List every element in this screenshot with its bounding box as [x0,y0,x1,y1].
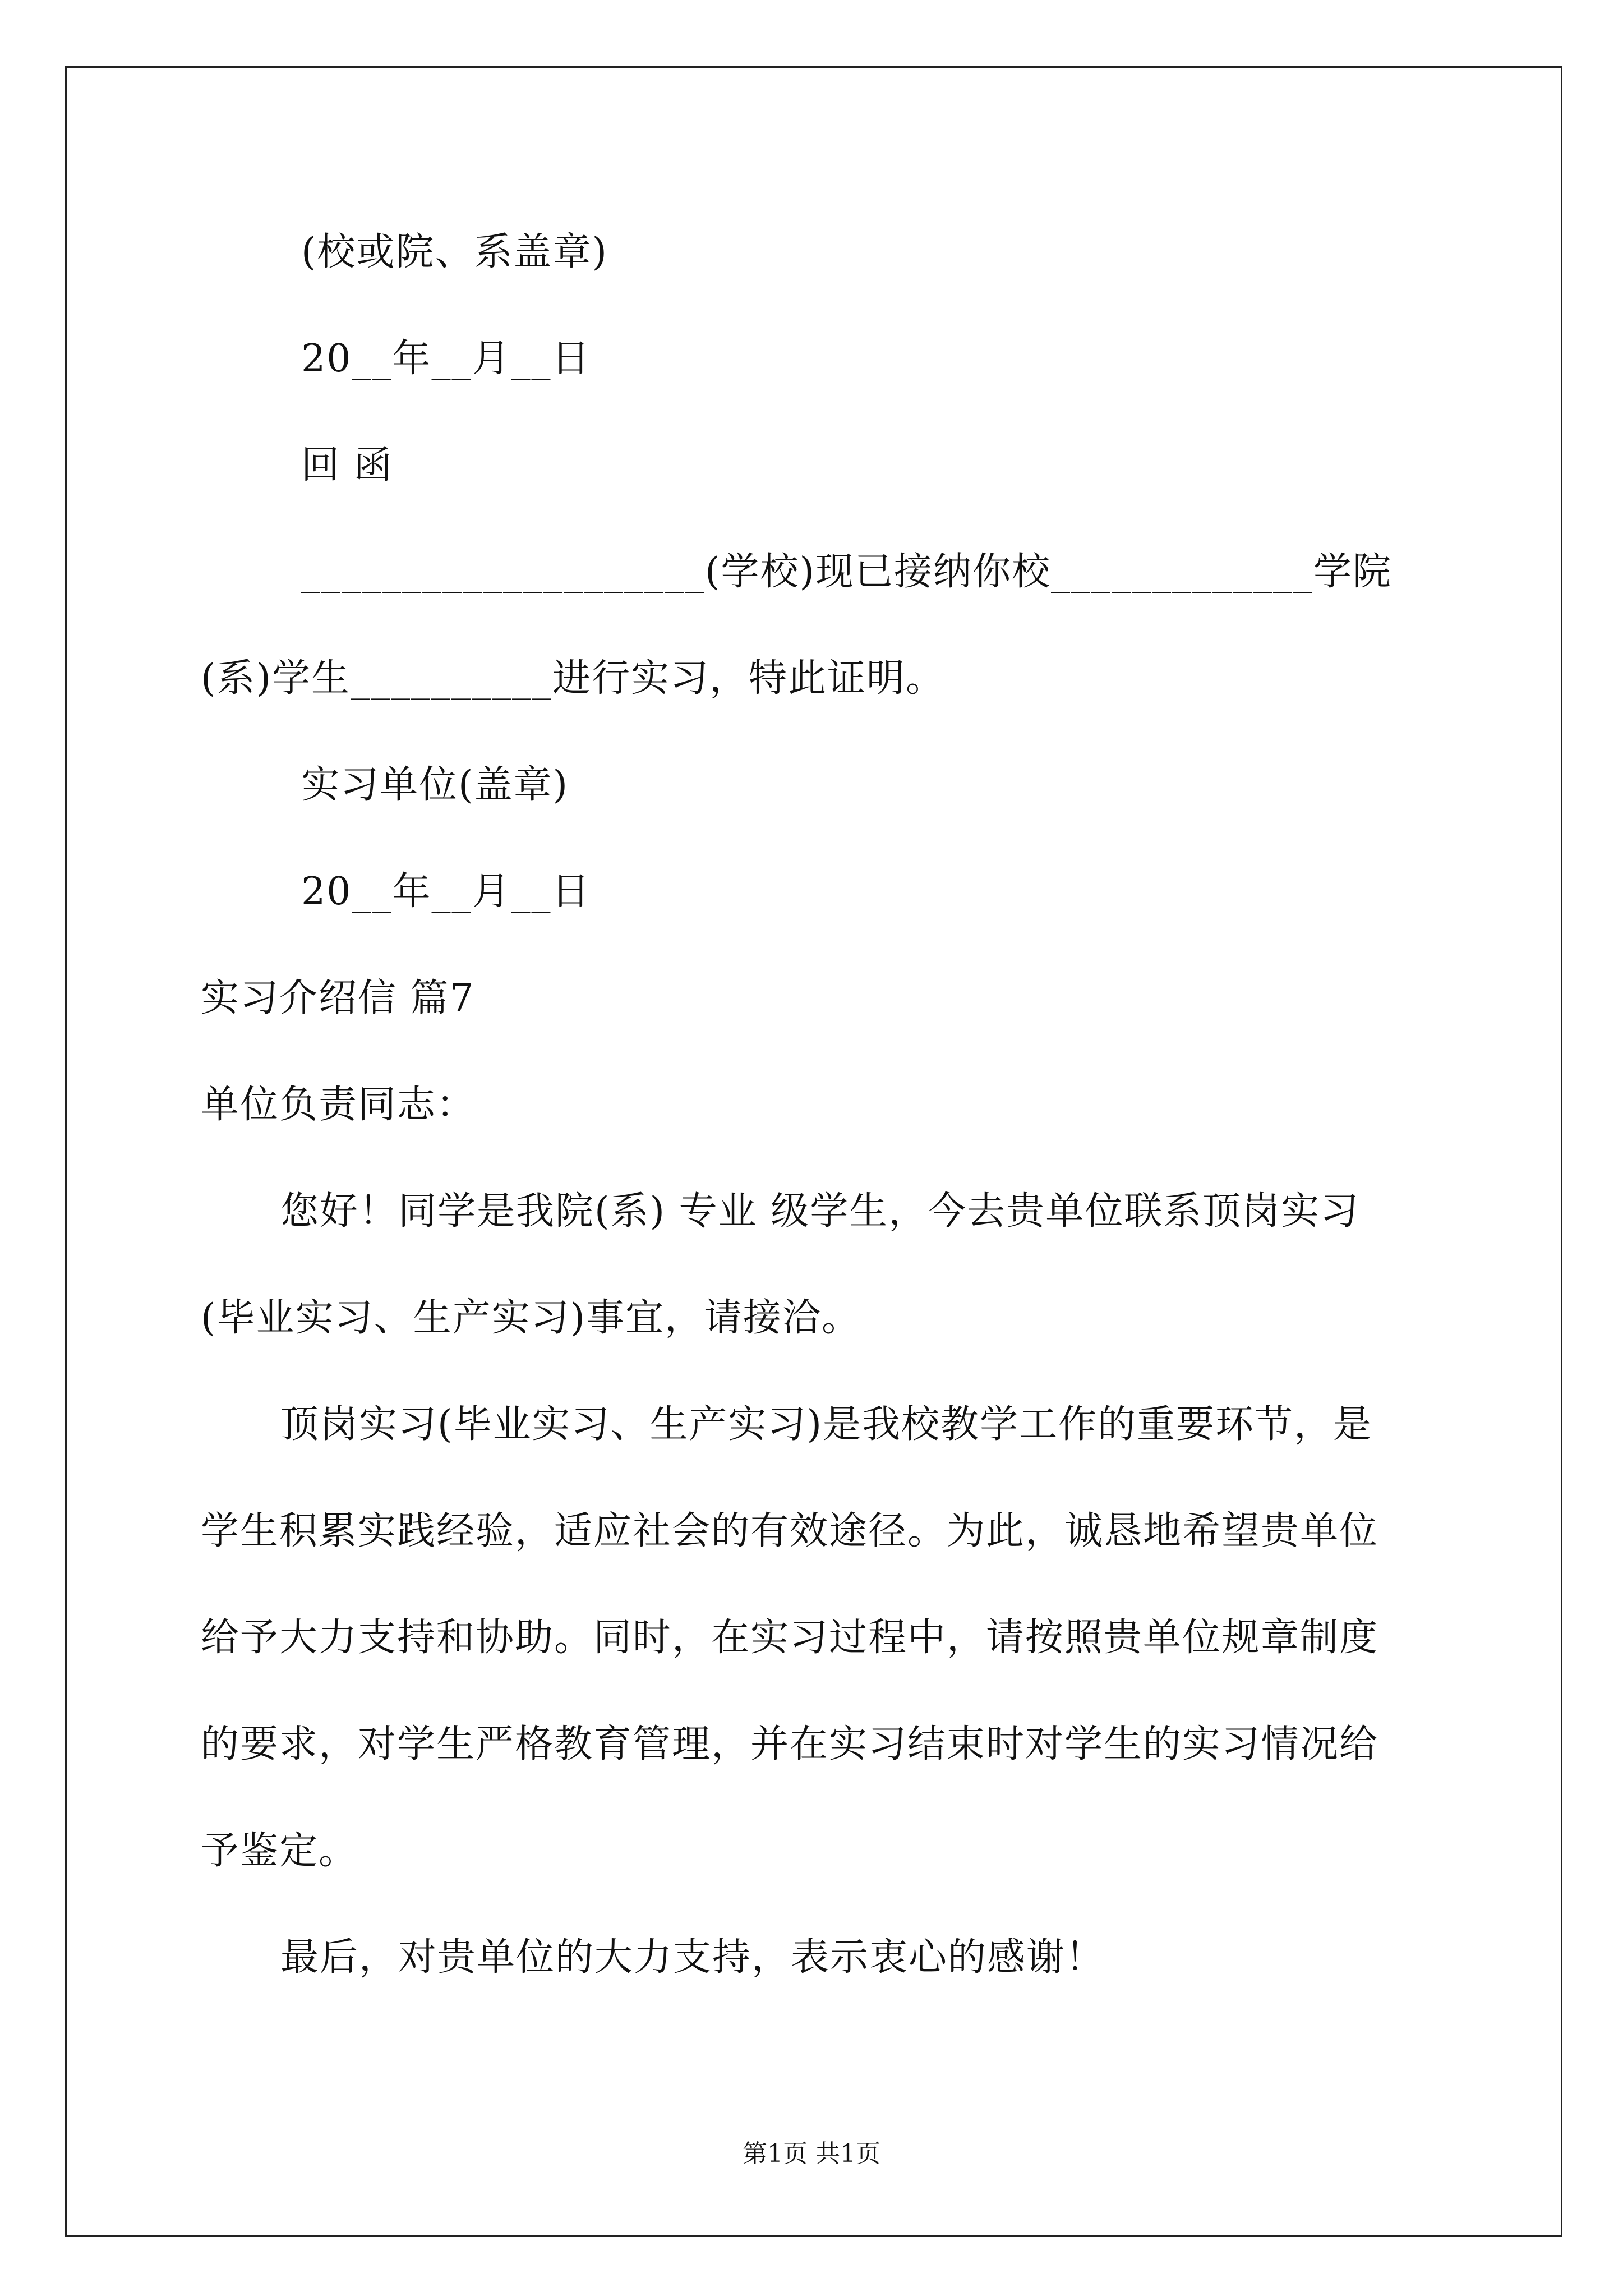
page-footer: 第1页 共1页 [743,2139,880,2168]
paragraph-2-line-4: 的要求，对学生严格教育管理，并在实习结束时对学生的实习情况给 [201,1722,1379,1766]
unit-seal-line: 实习单位(盖章) [301,763,569,807]
date-line-2: 20__年__月__日 [301,869,591,914]
salutation: 单位负责同志： [201,1083,476,1127]
date-line-1: 20__年__月__日 [301,337,591,381]
section-title: 实习介绍信 篇7 [201,976,475,1020]
paragraph-3-line-1: 最后，对贵单位的大力支持，表示衷心的感谢！ [280,1935,1105,1980]
seal-line: (校或院、系盖章) [301,230,608,274]
paragraph-2-line-1: 顶岗实习(毕业实习、生产实习)是我校教学工作的重要环节，是 [280,1402,1373,1447]
reply-line-1: ____________________(学校)现已接纳你校_____________学院 [301,550,1393,594]
paragraph-2-line-5: 予鉴定。 [201,1829,358,1873]
paragraph-1-line-1: 您好！同学是我院(系) 专业 级学生，今去贵单位联系顶岗实习 [280,1189,1360,1234]
paragraph-2-line-3: 给予大力支持和协助。同时，在实习过程中，请按照贵单位规章制度 [201,1616,1379,1660]
paragraph-2-line-2: 学生积累实践经验，适应社会的有效途径。为此，诚恳地希望贵单位 [201,1509,1379,1553]
paragraph-1-line-2: (毕业实习、生产实习)事宜，请接洽。 [201,1296,861,1340]
reply-title: 回 函 [301,443,393,487]
page-border [65,66,1562,2237]
reply-line-2: (系)学生__________进行实习，特此证明。 [201,656,946,701]
